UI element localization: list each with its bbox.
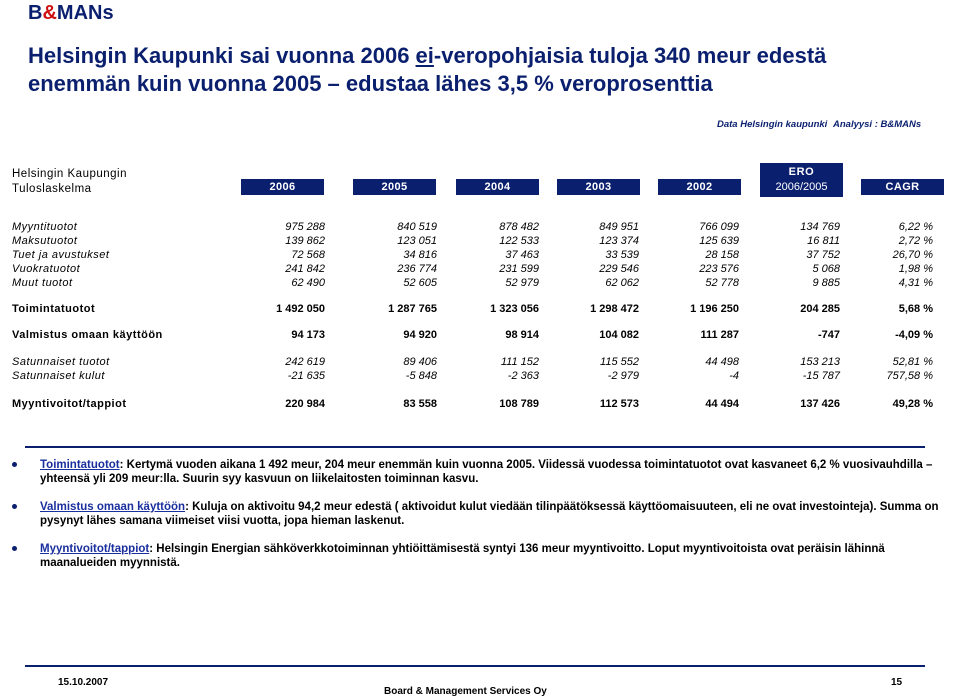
- table-cell: 5,68 %: [898, 303, 933, 315]
- table-row: [12, 302, 942, 316]
- note-item: [12, 500, 942, 528]
- brand-text-mans: MANs: [56, 2, 114, 24]
- table-cell: 1 298 472: [590, 303, 639, 315]
- table-cell: 49,28 %: [892, 398, 933, 410]
- table-cell: 229 546: [599, 263, 639, 275]
- row-label: Vuokratuotot: [12, 263, 81, 275]
- row-label: Satunnaiset kulut: [12, 370, 105, 382]
- table-cell: 123 374: [599, 235, 639, 247]
- table-cell: 223 576: [699, 263, 739, 275]
- row-label: Myyntivoitot/tappiot: [12, 398, 127, 410]
- table-cell: 89 406: [403, 356, 437, 368]
- table-cell: 1 492 050: [276, 303, 325, 315]
- table-cell: 62 490: [291, 277, 325, 289]
- table-cell: -4,09 %: [895, 329, 933, 341]
- section-divider-top: [25, 446, 925, 448]
- table-row: [12, 234, 942, 248]
- table-cell: 104 082: [599, 329, 639, 341]
- table-cell: 2,72 %: [898, 235, 933, 247]
- table-title: [12, 167, 127, 197]
- table-cell: 52,81 %: [892, 356, 933, 368]
- table-cell: 766 099: [699, 221, 739, 233]
- row-label: Tuet ja avustukset: [12, 249, 110, 261]
- table-cell: -5 848: [405, 370, 437, 382]
- header-ero-period: 2006/2005: [775, 181, 828, 193]
- footer-date: 15.10.2007: [58, 677, 109, 688]
- table-cell: 111 152: [500, 356, 539, 368]
- table-cell: 52 605: [403, 277, 437, 289]
- table-cell: 94 920: [403, 329, 437, 341]
- table-row: [12, 369, 942, 383]
- table-cell: 1,98 %: [898, 263, 933, 275]
- header-ero: [760, 163, 843, 197]
- title-underlined-word: ei: [415, 43, 434, 68]
- table-cell: 72 568: [291, 249, 325, 261]
- bullet-icon: [12, 546, 17, 551]
- table-cell: 111 287: [700, 329, 739, 341]
- table-cell: -15 787: [802, 370, 840, 382]
- table-cell: 115 552: [600, 356, 639, 368]
- section-divider-bottom: [25, 665, 925, 667]
- table-title-line-2: Tuloslaskelma: [12, 183, 92, 195]
- table-cell: 33 539: [605, 249, 639, 261]
- row-label: Satunnaiset tuotot: [12, 356, 110, 368]
- table-cell: -2 363: [507, 370, 539, 382]
- table-cell: 83 558: [403, 398, 437, 410]
- table-cell: 849 951: [599, 221, 639, 233]
- table-cell: 204 285: [800, 303, 840, 315]
- row-label: Valmistus omaan käyttöön: [12, 329, 163, 341]
- table-cell: 4,31 %: [898, 277, 933, 289]
- table-cell: 1 287 765: [388, 303, 437, 315]
- table-cell: 220 984: [285, 398, 325, 410]
- table-cell: 153 213: [800, 356, 840, 368]
- note-term-link[interactable]: Toimintatuotot: [40, 459, 120, 471]
- table-row: [12, 355, 942, 369]
- title-part-2: -veropohjaisia tuloja 340 meur edestä enemmän kuin vuonna 2005 – edustaa lähes 3,5 % veroprosenttia: [28, 43, 827, 96]
- table-cell: 37 752: [806, 249, 840, 261]
- brand-text-b: B: [28, 2, 43, 24]
- table-cell: 94 173: [291, 329, 325, 341]
- data-source-note: Data Helsingin kaupunki: [717, 119, 828, 130]
- header-year-2002: 2002: [658, 179, 741, 195]
- table-cell: 757,58 %: [886, 370, 933, 382]
- table-cell: 1 323 056: [490, 303, 539, 315]
- table-cell: 840 519: [397, 221, 437, 233]
- table-cell: 231 599: [499, 263, 539, 275]
- analysis-source-note: Analyysi : B&MANs: [833, 119, 922, 130]
- table-cell: 112 573: [599, 398, 639, 410]
- table-cell: -21 635: [287, 370, 325, 382]
- brand-ampersand: &: [42, 2, 57, 24]
- table-cell: 241 842: [285, 263, 325, 275]
- table-cell: 137 426: [800, 398, 840, 410]
- note-item: [12, 542, 942, 570]
- table-cell: 108 789: [499, 398, 539, 410]
- header-year-2003: 2003: [557, 179, 640, 195]
- row-label: Toimintatuotot: [12, 303, 96, 315]
- header-year-2005: 2005: [353, 179, 436, 195]
- table-row: [12, 248, 942, 262]
- row-label: Myyntituotot: [12, 221, 78, 233]
- table-cell: 26,70 %: [892, 249, 933, 261]
- table-cell: 134 769: [800, 221, 840, 233]
- table-title-line-1: Helsingin Kaupungin: [12, 168, 127, 180]
- table-row: [12, 328, 942, 342]
- header-year-2006: 2006: [241, 179, 324, 195]
- table-cell: 6,22 %: [898, 221, 933, 233]
- table-cell: 242 619: [285, 356, 325, 368]
- note-term-link[interactable]: Valmistus omaan käyttöön: [40, 501, 186, 513]
- table-row: [12, 276, 942, 290]
- table-cell: 44 498: [705, 356, 739, 368]
- table-row: [12, 397, 942, 411]
- note-item: [12, 458, 942, 486]
- table-cell: 9 885: [812, 277, 840, 289]
- table-row: [12, 262, 942, 276]
- note-text: : Kuluja on aktivoitu 94,2 meur edestä ( aktivoidut kulut viedään tilinpäätöksessä käyttöomaisuuteen, eli ne ovat investointeja). Summa on pysynyt lähes samana viimeiset viisi vuotta, jopa hieman laskenut.: [40, 501, 939, 527]
- table-cell: 34 816: [403, 249, 437, 261]
- bullet-icon: [12, 504, 17, 509]
- table-cell: 878 482: [499, 221, 539, 233]
- table-cell: 122 533: [499, 235, 539, 247]
- footer-page-number: 15: [891, 677, 903, 688]
- table-cell: 98 914: [505, 329, 539, 341]
- table-cell: -4: [729, 370, 739, 382]
- bullet-icon: [12, 462, 17, 467]
- table-cell: 16 811: [807, 235, 840, 247]
- table-cell: 37 463: [505, 249, 539, 261]
- note-text: : Helsingin Energian sähköverkkotoiminnan yhtiöittämisestä syntyi 136 meur myyntivoitto. Loput myyntivoitoista ovat peräisin lähinnä maanalueiden myynnistä.: [40, 543, 885, 569]
- table-cell: 5 068: [812, 263, 840, 275]
- note-term-link[interactable]: Myyntivoitot/tappiot: [40, 543, 150, 555]
- table-cell: 52 979: [505, 277, 539, 289]
- table-cell: -2 979: [607, 370, 639, 382]
- row-label: Maksutuotot: [12, 235, 78, 247]
- title-part-1: Helsingin Kaupunki sai vuonna 2006: [28, 43, 416, 68]
- table-cell: 125 639: [699, 235, 739, 247]
- notes-list: [12, 458, 942, 584]
- header-ero-label: ERO: [788, 166, 815, 178]
- table-cell: 28 158: [705, 249, 739, 261]
- table-cell: 1 196 250: [690, 303, 739, 315]
- table-cell: 139 862: [285, 235, 325, 247]
- table-row: [12, 220, 942, 234]
- table-cell: 44 494: [705, 398, 739, 410]
- table-cell: 236 774: [397, 263, 437, 275]
- brand-logo: [28, 2, 114, 25]
- header-cagr: CAGR: [861, 179, 944, 195]
- footer-company: Board & Management Services Oy: [384, 686, 547, 697]
- table-cell: 123 051: [397, 235, 437, 247]
- header-year-2004: 2004: [456, 179, 539, 195]
- table-cell: 62 062: [605, 277, 639, 289]
- row-label: Muut tuotot: [12, 277, 73, 289]
- table-cell: 52 778: [705, 277, 739, 289]
- page-title: [28, 42, 928, 98]
- table-cell: -747: [817, 329, 840, 341]
- note-text: : Kertymä vuoden aikana 1 492 meur, 204 meur enemmän kuin vuonna 2005. Viidessä vuodessa toimintatuotot ovat kasvaneet 6,2 % vuosivauhdilla – yhteensä yli 209 meur:lla. Suurin syy kasvuun on liikelaitosten toiminnan kasvu.: [40, 459, 933, 485]
- table-cell: 975 288: [285, 221, 325, 233]
